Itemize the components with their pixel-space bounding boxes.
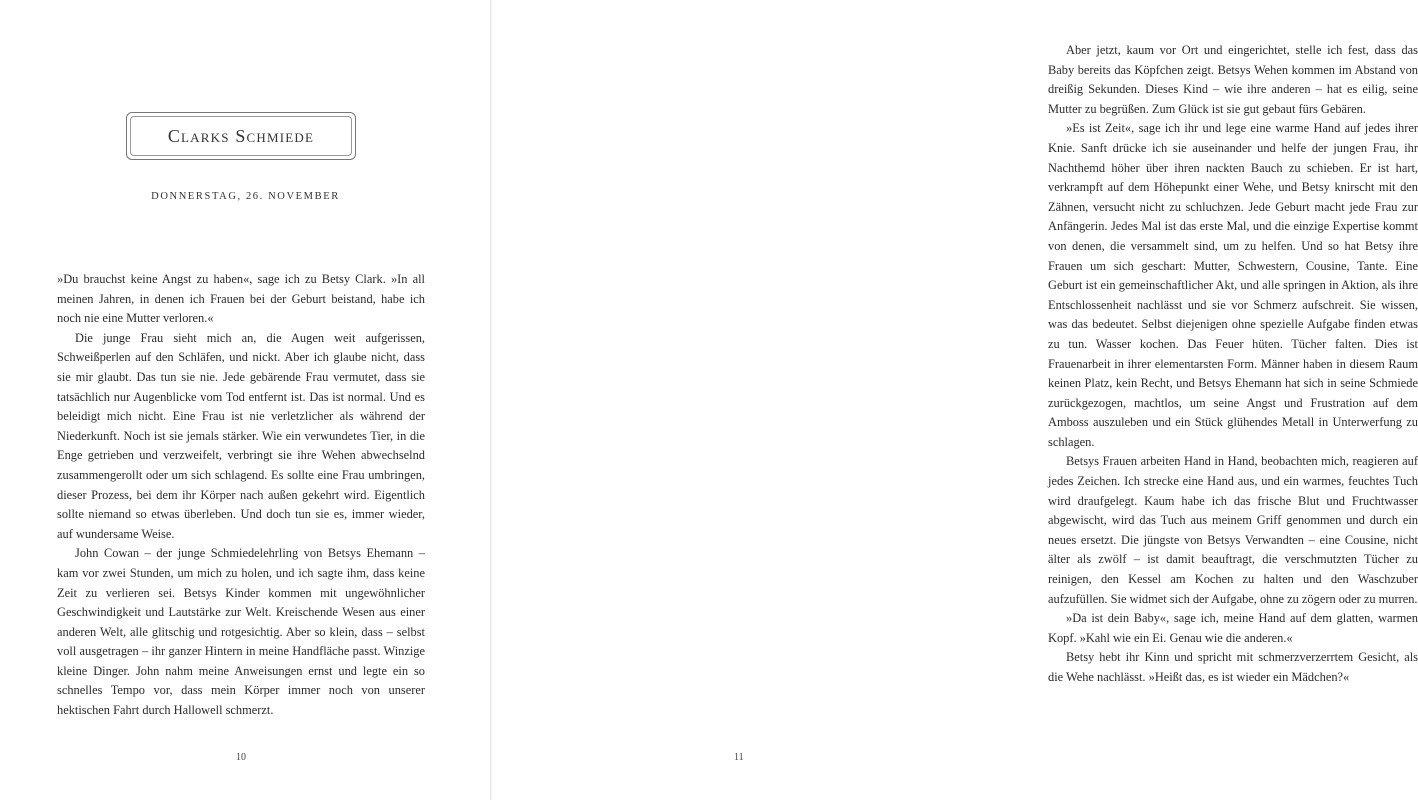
paragraph: Aber jetzt, kaum vor Ort und eingerichtet, stelle ich fest, dass das Baby bereits das Köpfchen zeigt. Betsys Wehen kommen im Abstand von dreißig Sekunden. Dieses Kind – wie ihre anderen – hat es eilig, seine Mutter zu begrüßen. Zum Glück ist sie gut gebaut fürs Gebären. [1048, 43, 1418, 116]
paragraph: Betsys Frauen arbeiten Hand in Hand, beobachten mich, reagieren auf jedes Zeichen. Ich strecke eine Hand aus, und ein warmes, feuchtes Tuch wird draufgelegt. Kaum habe ich das frische Blut und Fruchtwasser abgewischt, wird das Tuch aus meinem Griff genommen und durch ein neues ersetzt. Die jüngste von Betsys Verwandten – eine Cousine, nicht älter als zwölf – ist damit beauftragt, die verschmutzten Tücher zu reinigen, den Kessel am Kochen zu halten und den Waschzuber aufzufüllen. Sie widmet sich der Aufgabe, ohne zu zögern oder zu murren. [1048, 454, 1418, 606]
chapter-date: DONNERSTAG, 26. NOVEMBER [151, 191, 340, 202]
left-page [0, 0, 491, 800]
paragraph: »Es ist Zeit«, sage ich ihr und lege eine warme Hand auf jedes ihrer Knie. Sanft drücke ich sie auseinander und helfe der jungen Frau, ihr Nachthemd höher über ihren nackten Bauch zu schieben. Er ist hart, verkrampft auf dem Höhepunkt einer Wehe, und Betsy knirscht mit den Zähnen, versucht nicht zu schluchzen. Jede Geburt macht jede Frau zur Anfängerin. Jedes Mal ist das erste Mal, und die einzige Expertise kommt von denen, die versammelt sind, um zu helfen. Und so hat Betsy ihre Frauen um sich geschart: Mutter, Schwestern, Cousine, Tante. Eine Geburt ist ein gemeinschaftlicher Akt, und alle springen in Aktion, als ihre Entschlossenheit nachlässt und sie vor Schmerz aufschreit. Sie wissen, was das bedeutet. Selbst diejenigen ohne spezielle Aufgabe finden etwas zu tun. Wasser kochen. Das Feuer hüten. Tücher falten. Dies ist Frauenarbeit in ihrer elementarsten Form. Männer haben in diesem Raum keinen Platz, kein Recht, und Betsys Ehemann hat sich in seine Schmiede zurückgezogen, machtlos, um seine Angst und Frustration auf dem Amboss auszuleben und ein Stück glühendes Metall in Unterwerfung zu schlagen. [1048, 121, 1418, 449]
paragraph: Die junge Frau sieht mich an, die Augen weit aufgerissen, Schweißperlen auf den Schläfen, und nickt. Aber ich glaube nicht, dass sie mir glaubt. Das tun sie nie. Jede gebärende Frau vermutet, dass sie tatsächlich nur Augenblicke vom Tod entfernt ist. Das ist normal. Und es beleidigt mich nicht. Eine Frau ist nie verletzlicher als während der Niederkunft. Noch ist sie jemals stärker. Wie ein verwundetes Tier, in die Enge getrieben und verzweifelt, verbringt sie ihre Wehen abwechselnd zusammengerollt oder um sich schlagend. Es sollte eine Frau umbringen, dieser Prozess, bei dem ihr Körper nach außen gekehrt wird. Eigentlich sollte niemand so etwas überleben. Und doch tun sie es, immer wieder, auf wundersame Weise. [57, 330, 425, 541]
chapter-title-frame [126, 112, 356, 160]
left-page-body [57, 270, 425, 721]
paragraph: Betsy hebt ihr Kinn und spricht mit schmerzverzerrtem Gesicht, als die Wehe nachlässt. »Heißt das, es ist wieder ein Mädchen?« [1048, 650, 1418, 684]
page-number: 11 [734, 752, 744, 763]
paragraph: »Da ist dein Baby«, sage ich, meine Hand auf dem glatten, warmen Kopf. »Kahl wie ein Ei. Genau wie die anderen.« [1048, 611, 1418, 645]
right-page [491, 0, 1418, 800]
page-number: 10 [236, 752, 246, 763]
chapter-title-frame-inner [130, 116, 352, 156]
paragraph: »Du brauchst keine Angst zu haben«, sage ich zu Betsy Clark. »In all meinen Jahren, in denen ich Frauen bei der Geburt beistand, habe ich noch nie eine Mutter verloren.« [57, 272, 425, 326]
right-page-body [1048, 41, 1418, 688]
chapter-title: Clarks Schmiede [167, 125, 315, 146]
paragraph: John Cowan – der junge Schmiedelehrling von Betsys Ehemann – kam vor zwei Stunden, um mich zu holen, und ich sagte ihm, dass keine Zeit zu verlieren sei. Betsys Kinder kommen mit ungewöhnlicher Geschwindigkeit und Lautstärke zur Welt. Kreischende Wesen aus einer anderen Welt, alle glitschig und rotgesichtig. Aber so klein, dass – selbst voll ausgetragen – ihr ganzer Hintern in meine Handfläche passt. Winzige kleine Dinger. John nahm meine Anweisungen ernst und legte ein so schnelles Tempo vor, dass mein Körper immer noch von unserer hektischen Fahrt durch Hallowell schmerzt. [57, 546, 425, 718]
